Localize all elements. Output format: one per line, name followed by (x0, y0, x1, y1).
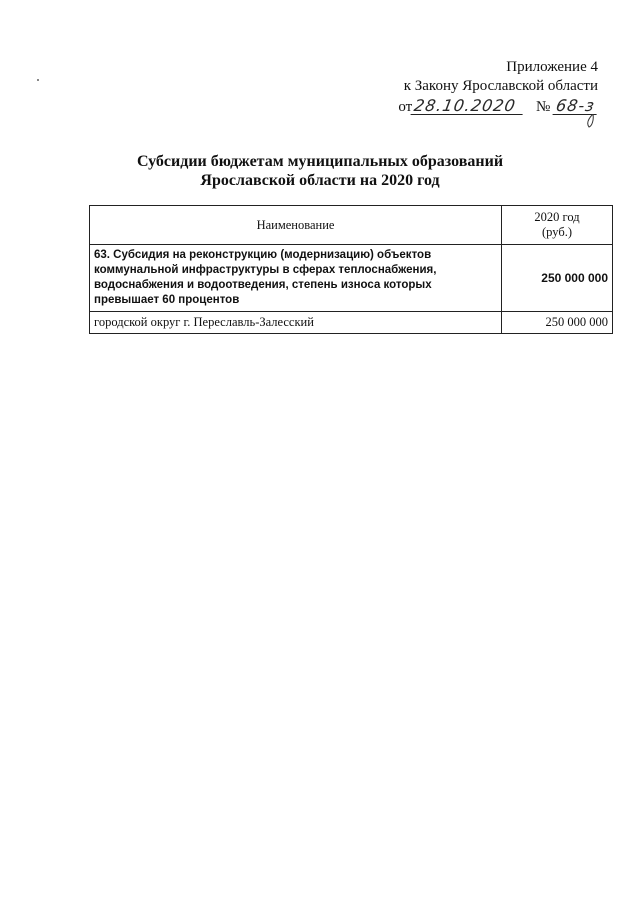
handwriting-stroke-icon (586, 114, 596, 128)
subsidy-table (89, 205, 613, 334)
handwritten-number: 68-з (553, 98, 600, 115)
title-line-2: Ярославской области на 2020 год (200, 172, 440, 189)
header-year (502, 206, 613, 245)
header-year-label: 2020 год (534, 210, 580, 224)
from-label: от (398, 99, 413, 115)
table-row (90, 312, 613, 334)
scan-speck (37, 79, 39, 81)
row-value: 250 000 000 (502, 312, 613, 334)
document-title (0, 152, 640, 190)
number-label: № (535, 99, 551, 115)
section-value: 250 000 000 (502, 245, 613, 312)
row-name: городской округ г. Переславль-Залесский (90, 312, 502, 334)
handwritten-date: 28.10.2020 (411, 98, 526, 115)
date-number-line (398, 98, 598, 117)
header-name: Наименование (90, 206, 502, 245)
table-header-row (90, 206, 613, 245)
document-header (398, 58, 598, 117)
appendix-label: Приложение 4 (506, 59, 598, 75)
section-row (90, 245, 613, 312)
section-name: 63. Субсидия на реконструкцию (модернизацию) объектов коммунальной инфраструктуры в сферах теплоснабжения, водоснабжения и водоотведения, степень износа которых превышает 60 процентов (90, 245, 502, 312)
title-line-1: Субсидии бюджетам муниципальных образований (136, 153, 504, 170)
law-reference: к Закону Ярославской области (403, 78, 598, 94)
header-unit-label: (руб.) (542, 225, 572, 239)
